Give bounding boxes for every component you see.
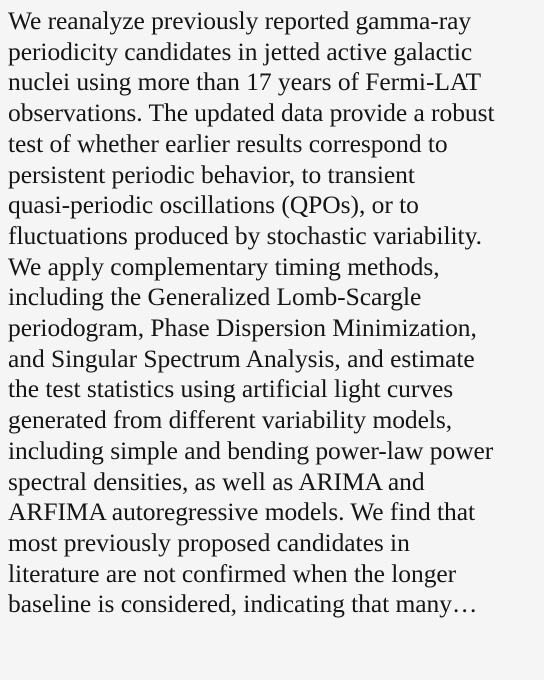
abstract-line: literature are not confirmed when the longer [8,558,457,588]
abstract-line: test of whether earlier results correspond to [8,128,448,158]
abstract-line: spectral densities, as well as ARIMA and [8,466,425,496]
abstract-text [8,6,540,620]
abstract-line: persistent periodic behavior, to transient [8,159,415,189]
abstract-line: ARFIMA autoregressive models. We find that [8,497,476,527]
abstract-line: quasi-periodic oscillations (QPOs), or to [8,190,419,220]
abstract-line: periodogram, Phase Dispersion Minimization, [8,313,477,343]
abstract-line: including the Generalized Lomb-Scargle [8,282,422,312]
abstract-line: the test statistics using artificial light curves [8,374,454,404]
abstract-line: periodicity candidates in jetted active galactic [8,36,473,66]
abstract-line: most previously proposed candidates in [8,527,410,557]
abstract-line: baseline is considered, indicating that many… [8,589,478,619]
abstract-line: We reanalyze previously reported gamma-ray [8,6,472,35]
abstract-line: fluctuations produced by stochastic variability. [8,220,482,250]
abstract-line: nuclei using more than 17 years of Fermi-LAT [8,67,481,97]
abstract-line: generated from different variability models, [8,405,453,435]
abstract-line: including simple and bending power-law power [8,435,494,465]
abstract-line: and Singular Spectrum Analysis, and estimate [8,343,475,373]
abstract-line: observations. The updated data provide a robust [8,98,495,128]
abstract-line: We apply complementary timing methods, [8,251,440,281]
